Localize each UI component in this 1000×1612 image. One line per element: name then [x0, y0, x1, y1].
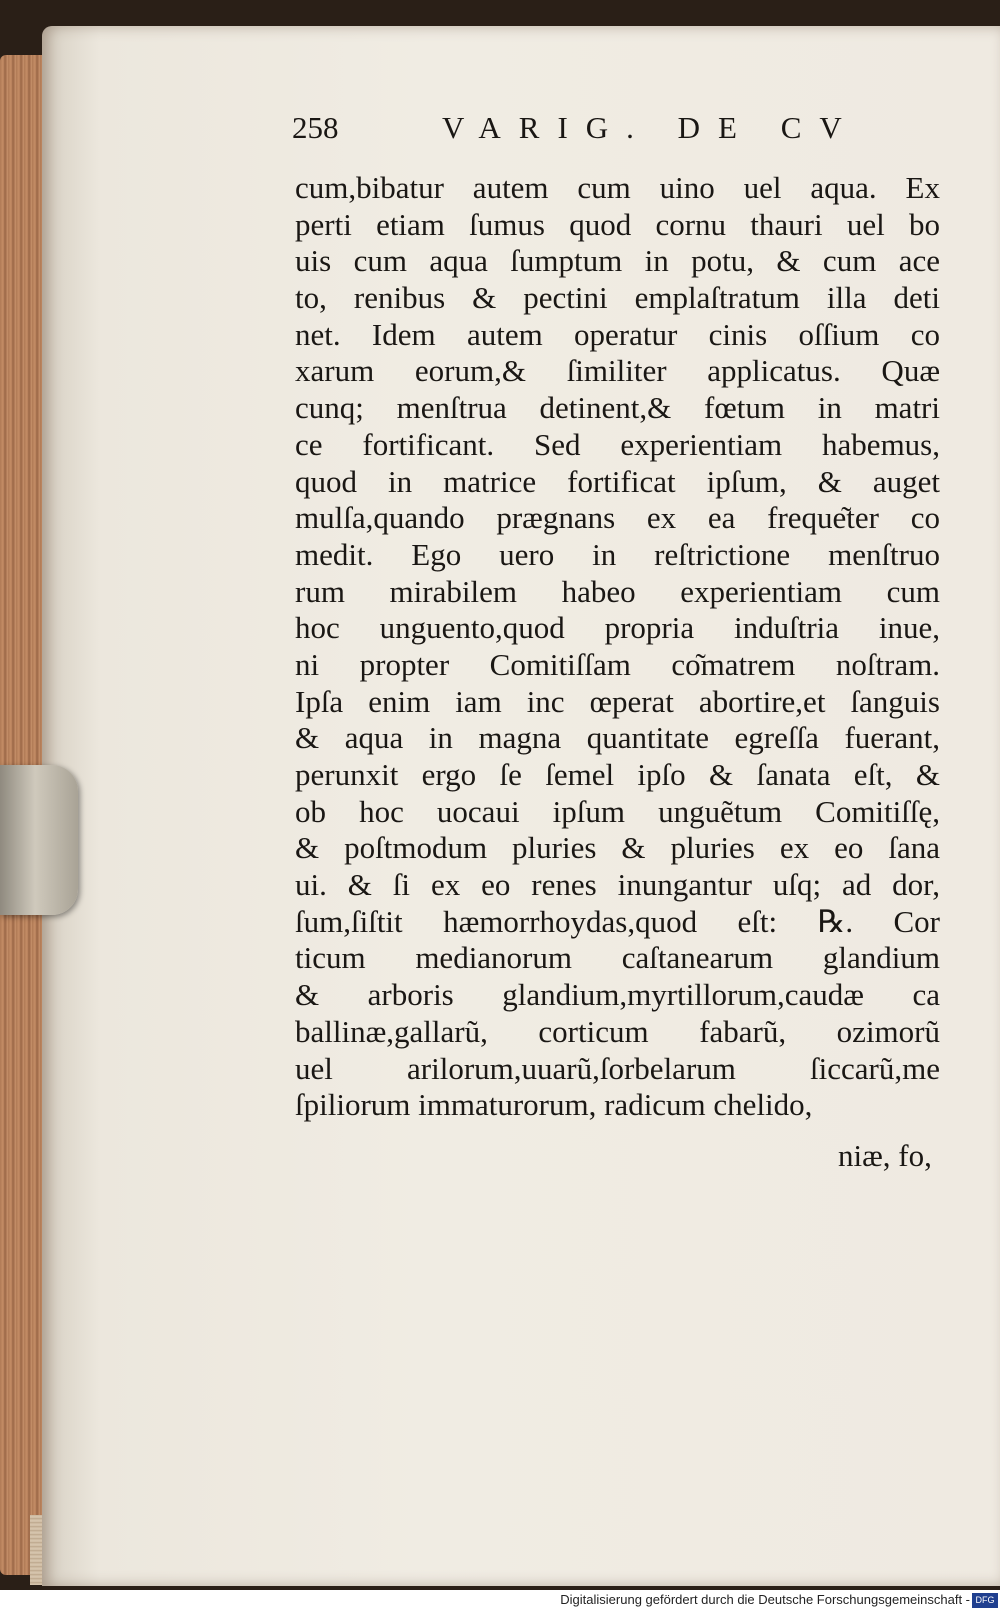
- text-line: ticum medianorum caſtanearum glandium: [295, 940, 940, 976]
- dfg-logo: DFG: [972, 1593, 998, 1608]
- body-text: [295, 170, 940, 1124]
- text-line: cum,bibatur autem cum uino uel aqua. Ex: [295, 170, 940, 205]
- text-line: ce fortificant. Sed experientiam habemus,: [295, 426, 940, 462]
- text-line: uis cum aqua ſumptum in potu, & cum ace: [295, 243, 940, 279]
- text-line: ſpiliorum immaturorum, radicum chelido,: [295, 1087, 813, 1123]
- page-header: [292, 110, 942, 150]
- catchword: niæ, fo,: [838, 1138, 932, 1173]
- running-title: VARIG. DE CV: [442, 110, 860, 145]
- page-clip: [0, 765, 78, 915]
- text-line: mulſa,quando prægnans ex ea freque͂ter co: [295, 500, 940, 536]
- text-line: net. Idem autem operatur cinis oſſium co: [295, 316, 940, 352]
- text-line: ballinæ,gallarũ, corticum fabarũ, ozimorũ: [295, 1013, 940, 1049]
- text-line: quod in matrice fortificat ipſum, & auget: [295, 463, 940, 499]
- text-line: Ipſa enim iam inc œperat abortire,et ſanguis: [295, 683, 940, 719]
- text-line: & arboris glandium,myrtillorum,caudæ ca: [295, 977, 940, 1013]
- text-line: ob hoc uocaui ipſum unguẽtum Comitiſſę,: [295, 793, 940, 829]
- text-line: & poſtmodum pluries & pluries ex eo ſana: [295, 830, 940, 866]
- text-line: & aqua in magna quantitate egreſſa fuerant,: [295, 720, 940, 756]
- text-line: to, renibus & pectini emplaſtratum illa deti: [295, 280, 940, 316]
- funding-credit: Digitalisierung gefördert durch die Deutsche Forschungsgemeinschaft -: [560, 1592, 970, 1607]
- text-line: ui. & ſi ex eo renes inungantur uſq; ad dor,: [295, 867, 940, 903]
- text-line: ni propter Comitiſſam co͂matrem noſtram.: [295, 646, 940, 682]
- digitization-footer: [0, 1590, 1000, 1612]
- text-line: ſum,ſiſtit hæmorrhoydas,quod eſt: ℞. Cor: [295, 903, 940, 939]
- text-line: uel arilorum,uuarũ,ſorbelarum ſiccarũ,me: [295, 1050, 940, 1086]
- text-line: xarum eorum,& ſimiliter applicatus. Quæ: [295, 353, 940, 389]
- text-line: cunq; menſtrua detinent,& fœtum in matri: [295, 390, 940, 426]
- text-line: perunxit ergo ſe ſemel ipſo & ſanata eſt, &: [295, 757, 940, 792]
- text-line: perti etiam ſumus quod cornu thauri uel bo: [295, 206, 940, 242]
- text-line: medit. Ego uero in reſtrictione menſtruo: [295, 536, 940, 572]
- page-number: 258: [292, 110, 339, 145]
- text-line: rum mirabilem habeo experientiam cum: [295, 573, 940, 609]
- text-line: hoc unguento,quod propria induſtria inue,: [295, 610, 940, 646]
